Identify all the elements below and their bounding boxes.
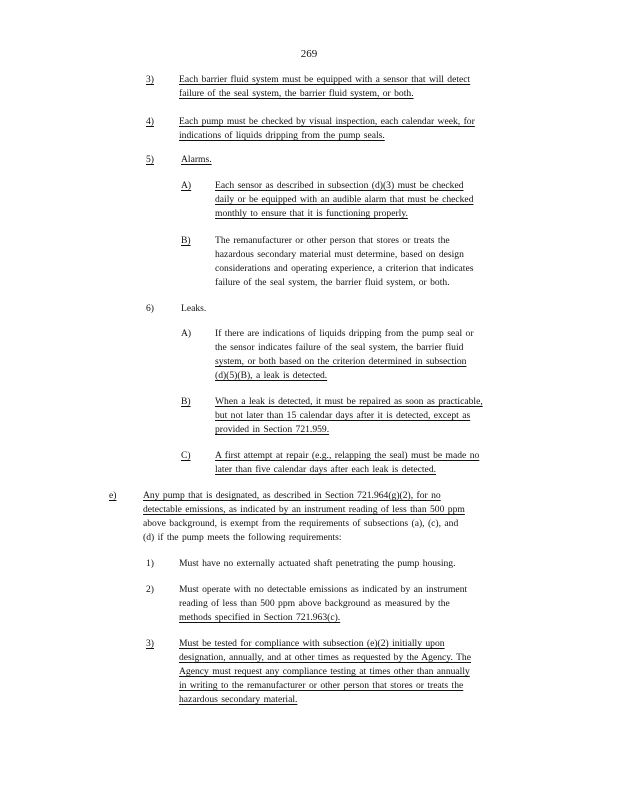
- paragraph-d5b: [215, 234, 473, 290]
- text-line: If there are indications of liquids dripping from the pump seal or: [215, 328, 474, 339]
- item-label: 3): [146, 638, 154, 649]
- text-line: The remanufacturer or other person that stores or treats the: [215, 235, 450, 246]
- text-line: Each pump must be checked by visual inspection, each calendar week, for: [179, 116, 475, 127]
- text-line: designation, annually, and at other times as requested by the Agency. The: [179, 652, 471, 663]
- text-line: system, or both based on the criterion determined in subsection: [215, 356, 467, 367]
- item-label: e): [109, 490, 117, 501]
- text-line: When a leak is detected, it must be repaired as soon as practicable,: [215, 396, 483, 407]
- item-label: A): [181, 328, 192, 339]
- text-line: methods specified in Section 721.963(c).: [179, 612, 341, 623]
- text-line: provided in Section 721.959.: [215, 424, 330, 435]
- item-label: B): [181, 235, 191, 246]
- text-line: considerations and operating experience, a criterion that indicates: [215, 263, 474, 274]
- text-line: (d)(5)(B), a leak is detected.: [215, 370, 328, 381]
- paragraph-d6a: [215, 327, 474, 383]
- paragraph-d6b: [215, 395, 483, 437]
- item-label: A): [181, 180, 192, 191]
- item-label: 6): [146, 303, 154, 314]
- item-label: 3): [146, 74, 154, 85]
- text-line: above background, is exempt from the requirements of subsections (a), (c), and: [143, 518, 459, 529]
- text-line: later than five calendar days after each leak is detected.: [215, 464, 437, 475]
- paragraph-e2: [179, 583, 467, 625]
- text-line: hazardous secondary material.: [179, 694, 298, 705]
- item-label: B): [181, 396, 191, 407]
- text-line: detectable emissions, as indicated by an instrument reading of less than 500 ppm: [143, 504, 465, 515]
- text-line: but not later than 15 calendar days after it is detected, except as: [215, 410, 471, 421]
- item-label: 4): [146, 116, 154, 127]
- paragraph-e: [143, 489, 465, 545]
- text-line: indications of liquids dripping from the pump seals.: [179, 130, 385, 141]
- text-line: Must operate with no detectable emissions as indicated by an instrument: [179, 584, 468, 595]
- paragraph-e3: [179, 637, 471, 707]
- text-line: monthly to ensure that it is functioning properly.: [215, 208, 408, 219]
- paragraph-d5a: [215, 179, 474, 221]
- text-line: daily or be equipped with an audible alarm that must be checked: [215, 194, 474, 205]
- paragraph-d3: [179, 73, 470, 101]
- paragraph-d5: [181, 153, 212, 167]
- text-line: reading of less than 500 ppm above background as measured by the: [179, 598, 450, 609]
- item-label: C): [181, 450, 191, 461]
- text-line: hazardous secondary material must determine, based on design: [215, 249, 464, 260]
- text-line: failure of the seal system, the barrier fluid system, or both.: [215, 277, 450, 288]
- text-line: A first attempt at repair (e.g., relapping the seal) must be made no: [215, 450, 480, 461]
- text-line: Each sensor as described in subsection (d)(3) must be checked: [215, 180, 464, 191]
- item-label: 2): [146, 584, 154, 595]
- page-number: 269: [300, 48, 318, 60]
- paragraph-e1: [179, 557, 456, 571]
- item-label: 5): [146, 154, 154, 165]
- text-line: Each barrier fluid system must be equipped with a sensor that will detect: [179, 74, 471, 85]
- text-line: Any pump that is designated, as described in Section 721.964(g)(2), for no: [143, 490, 441, 501]
- text-line: Alarms.: [181, 154, 212, 165]
- text-line: failure of the seal system, the barrier fluid system, or both.: [179, 88, 414, 99]
- text-line: Leaks.: [181, 303, 207, 314]
- text-line: the sensor indicates failure of the seal system, the barrier fluid: [215, 342, 464, 353]
- text-line: Must be tested for compliance with subsection (e)(2) initially upon: [179, 638, 445, 649]
- text-line: in writing to the remanufacturer or other person that stores or treats the: [179, 680, 464, 691]
- item-label: 1): [146, 558, 154, 569]
- text-line: Agency must request any compliance testing at times other than annually: [179, 666, 470, 677]
- text-line: (d) if the pump meets the following requirements:: [143, 532, 342, 543]
- paragraph-d4: [179, 115, 475, 143]
- paragraph-d6: [181, 302, 206, 316]
- paragraph-d6c: [215, 449, 479, 477]
- text-line: Must have no externally actuated shaft penetrating the pump housing.: [179, 558, 456, 569]
